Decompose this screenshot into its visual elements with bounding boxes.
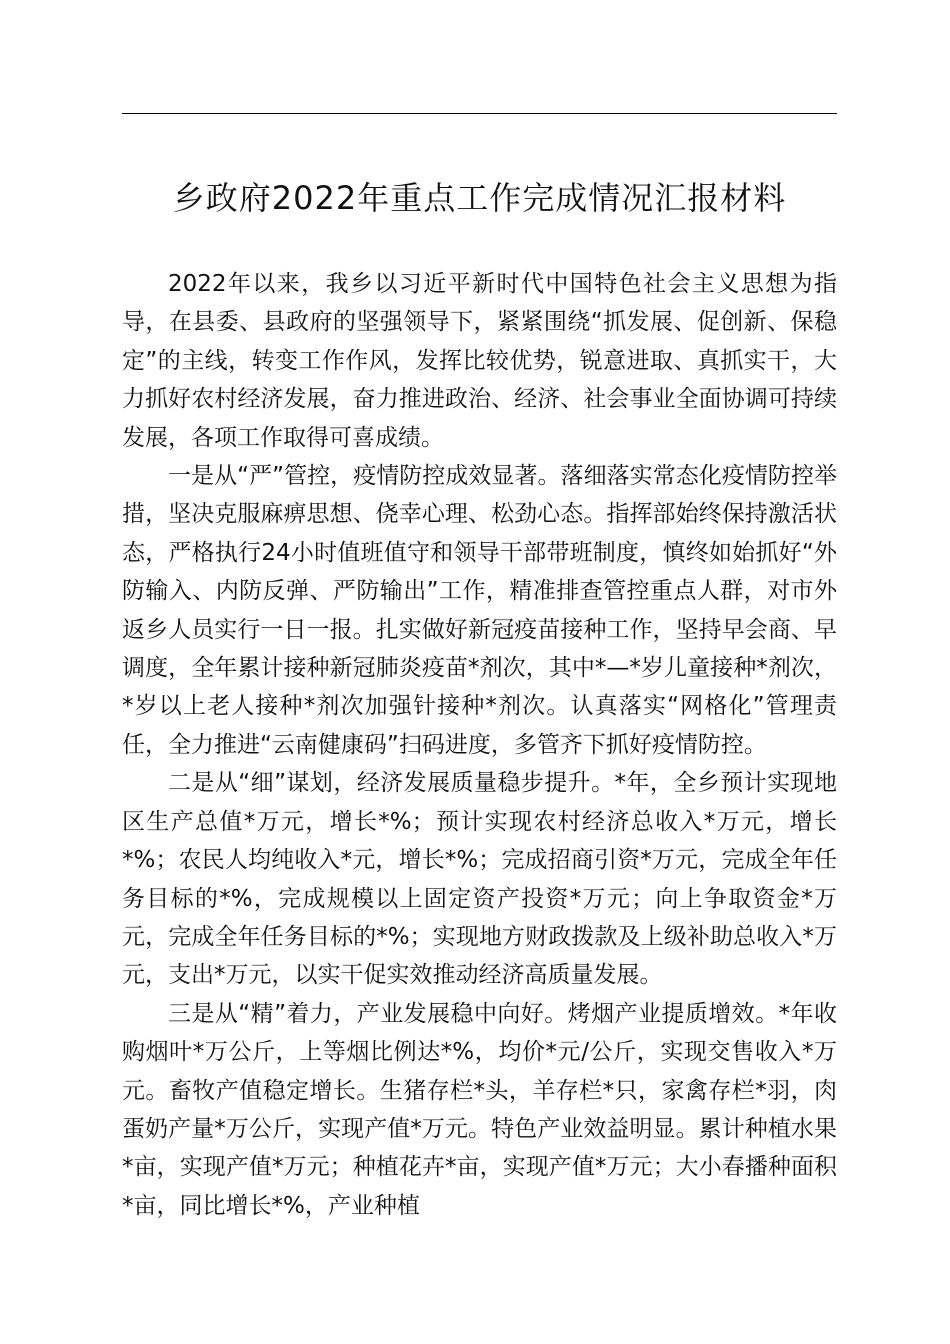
document-title: 乡政府2022年重点工作完成情况汇报材料 [172, 179, 787, 217]
paragraph-economic-development: 二是从“细”谋划，经济发展质量稳步提升。*年，全乡预计实现地区生产总值*万元，增长*%；预计实现农村经济总收入*万元，增长*%；农民人均纯收入*元，增长*%；完成招商引资*万元，完成全年任务目标的*%，完成规模以上固定资产投资*万元；向上争取资金*万元，完成全年任务目标的*%；实现地方财政拨款及上级补助总收入*万元，支出*万元，以实干促实效推动经济高质量发展。 [122, 770, 837, 989]
paragraph-epidemic-control: 一是从“严”管控，疫情防控成效显著。落细落实常态化疫情防控举措，坚决克服麻痹思想、侥幸心理、松劲心态。指挥部始终保持激活状态，严格执行24小时值班值守和领导干部带班制度，慎终如始抓好“外防输入、内防反弹、严防输出”工作，精准排查管控重点人群，对市外返乡人员实行一日一报。扎实做好新冠疫苗接种工作，坚持早会商、早调度，全年累计接种新冠肺炎疫苗*剂次，其中*—*岁儿童接种*剂次，*岁以上老人接种*剂次加强针接种*剂次。认真落实“网格化”管理责任，全力推进“云南健康码”扫码进度，多管齐下抓好疫情防控。 [122, 463, 838, 758]
document-body [122, 265, 837, 1225]
paragraph-intro: 2022年以来，我乡以习近平新时代中国特色社会主义思想为指导，在县委、县政府的坚强领导下，紧紧围绕“抓发展、促创新、保稳定”的主线，转变工作作风，发挥比较优势，锐意进取、真抓实干，大力抓好农村经济发展，奋力推进政治、经济、社会事业全面协调可持续发展，各项工作取得可喜成绩。 [122, 271, 837, 451]
header-rule [122, 113, 837, 114]
paragraph-industry-development: 三是从“精”着力，产业发展稳中向好。烤烟产业提质增效。*年收购烟叶*万公斤，上等烟比例达*%，均价*元/公斤，实现交售收入*万元。畜牧产值稳定增长。生猪存栏*头，羊存栏*只，家禽存栏*羽，肉蛋奶产量*万公斤，实现产值*万元。特色产业效益明显。累计种植水果*亩，实现产值*万元；种植花卉*亩，实现产值*万元；大小春播种面积*亩，同比增长*%，产业种植 [122, 1000, 837, 1219]
